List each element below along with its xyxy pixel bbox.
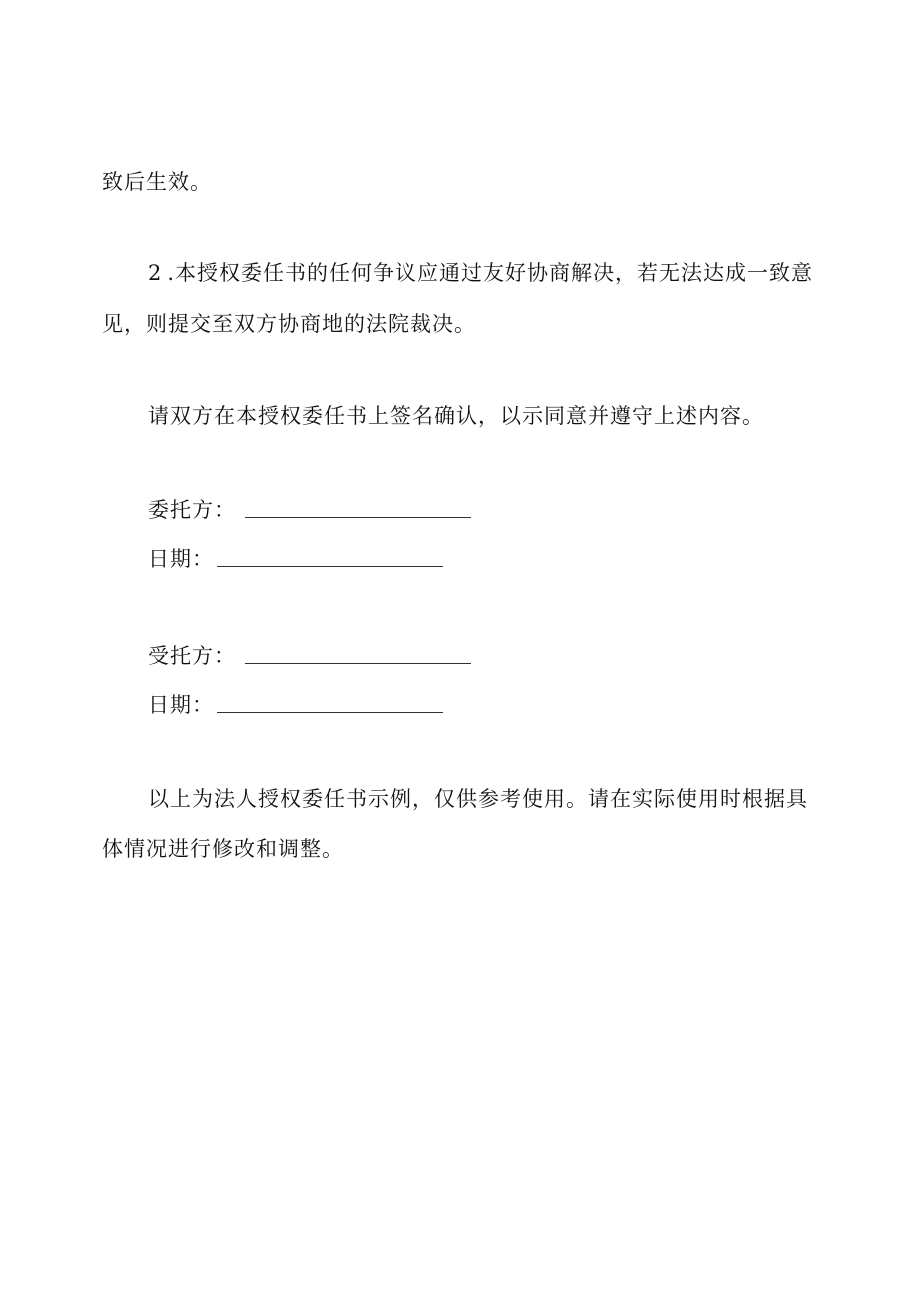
- principal-date-label: 日期：: [148, 547, 214, 571]
- clause-2-text-1: .本授权委任书的任何争议应通过友好协商解决，若无法达成一致意: [167, 261, 814, 285]
- principal-signature-row: [148, 495, 236, 525]
- agent-date-line[interactable]: [217, 712, 443, 713]
- principal-signature-line[interactable]: [245, 517, 471, 518]
- agent-date-row: [148, 690, 214, 720]
- confirmation-text: 请双方在本授权委任书上签名确认，以示同意并遵守上述内容。: [148, 404, 764, 428]
- agent-label: 受托方：: [148, 644, 236, 668]
- clause-2-line-1: [148, 258, 813, 288]
- principal-date-line[interactable]: [217, 566, 443, 567]
- agent-signature-line[interactable]: [245, 663, 471, 664]
- footer-note-line-2: 体情况进行修改和调整。: [102, 837, 344, 861]
- principal-label: 委托方：: [148, 498, 236, 522]
- footer-note-line-1: 以上为法人授权委任书示例，仅供参考使用。请在实际使用时根据具: [148, 787, 808, 811]
- clause-number: 2: [148, 261, 162, 285]
- agent-date-label: 日期：: [148, 693, 214, 717]
- paragraph-tail: 致后生效。: [102, 170, 212, 194]
- clause-2-line-2: 见，则提交至双方协商地的法院裁决。: [102, 312, 476, 336]
- agent-signature-row: [148, 641, 236, 671]
- principal-date-row: [148, 544, 214, 574]
